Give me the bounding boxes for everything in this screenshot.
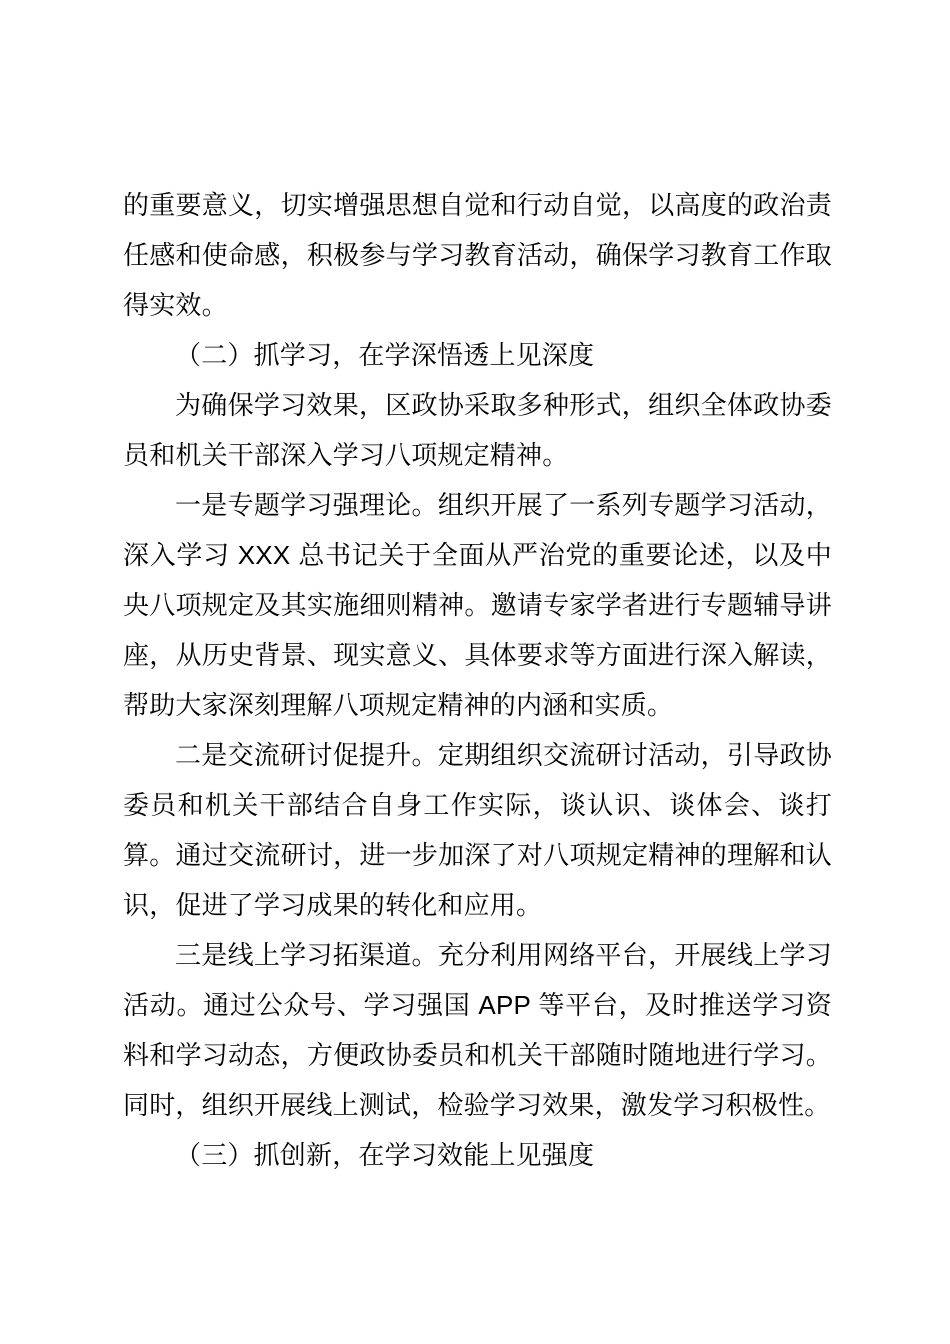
paragraph: 为确保学习效果，区政协采取多种形式，组织全体政协委员和机关干部深入学习八项规定精神。 [123,390,832,470]
paragraph: 三是线上学习拓渠道。充分利用网络平台，开展线上学习活动。通过公众号、学习强国 APP 等平台，及时推送学习资料和学习动态，方便政协委员和机关干部随时随地进行学习。同时，组织开展线上测试，检验学习效果，激发学习积极性。 [123,940,832,1120]
paragraph: 二是交流研讨促提升。定期组织交流研讨活动，引导政协委员和机关干部结合自身工作实际，谈认识、谈体会、谈打算。通过交流研讨，进一步加深了对八项规定精神的理解和认识，促进了学习成果的转化和应用。 [123,740,832,920]
section-heading-2: （二）抓学习，在学深悟透上见深度 [175,340,595,370]
section-heading-3: （三）抓创新，在学习效能上见强度 [175,1140,595,1170]
paragraph: 一是专题学习强理论。组织开展了一系列专题学习活动，深入学习 XXX 总书记关于全面从严治党的重要论述，以及中央八项规定及其实施细则精神。邀请专家学者进行专题辅导讲座，从历史背景、现实意义、具体要求等方面进行深入解读，帮助大家深刻理解八项规定精神的内涵和实质。 [123,490,832,720]
document-body [123,180,832,1180]
paragraph-continuation: 的重要意义，切实增强思想自觉和行动自觉，以高度的政治责任感和使命感，积极参与学习教育活动，确保学习教育工作取得实效。 [123,190,832,320]
